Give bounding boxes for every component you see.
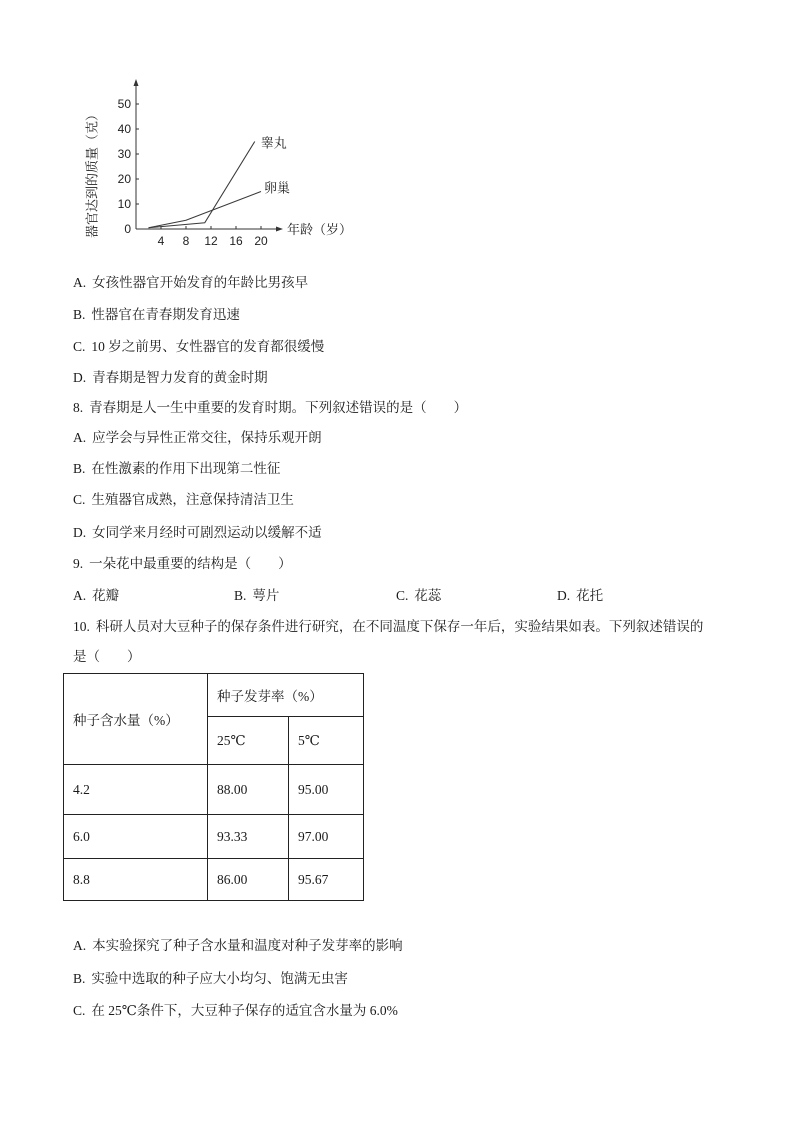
option-letter: A. [73,588,87,603]
q9-stem [73,554,292,574]
question-number: 10. [73,619,90,634]
option-text: 性器官在青春期发育迅速 [91,307,240,322]
option-letter: B. [234,588,247,603]
option-letter: B. [73,971,86,986]
option-letter: C. [73,1003,86,1018]
option-letter: D. [73,525,87,540]
option-letter: C. [73,492,86,507]
rate-25-cell: 93.33 [208,815,289,859]
option-letter: D. [557,588,571,603]
q8-option-d [73,523,322,543]
question-number: 8. [73,400,84,415]
option-text: 花蕊 [414,588,442,603]
option-text: 应学会与异性正常交往，保持乐观开朗 [92,430,322,445]
option-letter: C. [73,339,86,354]
q8-option-b [73,459,280,479]
organ-mass-line-chart [80,75,370,260]
moisture-cell: 4.2 [64,765,208,815]
series-label: 卵巢 [264,180,291,196]
option-letter: B. [73,307,86,322]
q10-option-c [73,1001,398,1021]
table-row [64,815,364,859]
q10-stem-line-2 [73,647,141,667]
temp-header-cell: 25℃ [208,717,289,765]
y-axis-arrow [134,79,139,86]
option-letter: C. [396,588,409,603]
question-text: 是（ ） [73,649,141,664]
rate-5-cell: 95.67 [289,859,364,901]
rate-5-cell: 97.00 [289,815,364,859]
rate-25-cell: 86.00 [208,859,289,901]
y-tick-label: 10 [117,197,131,211]
germination-results-table [63,673,364,901]
y-tick-label: 40 [117,122,131,136]
q8-option-c [73,490,294,510]
option-text: 花托 [576,588,604,603]
x-tick-label: 4 [157,234,165,248]
option-letter: A. [73,275,87,290]
question-number: 9. [73,556,84,571]
option-letter: B. [73,461,86,476]
q8-option-a [73,428,322,448]
q10-option-a [73,936,403,956]
y-tick-label: 20 [117,172,131,186]
q7-option-d [73,368,268,388]
question-text: 青春期是人一生中重要的发育时期。下列叙述错误的是（ ） [89,400,468,415]
q9-option-c [396,586,441,606]
moisture-cell: 6.0 [64,815,208,859]
temp-header-cell: 5℃ [289,717,364,765]
q9-option-d [557,586,603,606]
option-letter: A. [73,430,87,445]
row-header-cell: 种子含水量（%） [64,674,208,765]
q9-option-a [73,586,119,606]
rate-25-cell: 88.00 [208,765,289,815]
x-axis-title: 年龄（岁） [287,222,353,237]
y-tick-label: 30 [117,147,131,161]
q8-stem [73,398,467,418]
table-header-row [64,674,364,717]
option-text: 在 25℃条件下，大豆种子保存的适宜含水量为 6.0% [91,1003,398,1018]
table-row [64,859,364,901]
x-axis-arrow [276,227,283,232]
y-tick-label: 50 [117,97,131,111]
question-text: 一朵花中最重要的结构是（ ） [89,556,292,571]
option-text: 本实验探究了种子含水量和温度对种子发芽率的影响 [92,938,403,953]
option-text: 在性激素的作用下出现第二性征 [91,461,281,476]
series-label: 睾丸 [260,135,287,151]
option-text: 女同学来月经时可剧烈运动以缓解不适 [92,525,322,540]
x-tick-label: 20 [254,234,268,248]
q9-option-b [234,586,279,606]
q10-stem-line-1 [73,617,703,637]
y-tick-label: 0 [124,222,131,236]
column-group-header-cell: 种子发芽率（%） [208,674,364,717]
option-text: 女孩性器官开始发育的年龄比男孩早 [92,275,309,290]
q7-option-b [73,305,240,325]
question-text: 科研人员对大豆种子的保存条件进行研究，在不同温度下保存一年后，实验结果如表。下列叙述错误的 [95,619,704,634]
option-text: 生殖器官成熟，注意保持清洁卫生 [91,492,294,507]
x-tick-label: 16 [229,234,243,248]
option-text: 青春期是智力发育的黄金时期 [92,370,268,385]
rate-5-cell: 95.00 [289,765,364,815]
option-letter: A. [73,938,87,953]
y-axis-title: 器官达到的质量（克） [84,107,100,239]
q7-option-c [73,337,324,357]
option-letter: D. [73,370,87,385]
table-row [64,765,364,815]
option-text: 实验中选取的种子应大小均匀、饱满无虫害 [91,971,348,986]
x-tick-label: 12 [204,234,218,248]
x-tick-label: 8 [182,234,190,248]
option-text: 花瓣 [92,588,120,603]
option-text: 10 岁之前男、女性器官的发育都很缓慢 [91,339,325,354]
q10-option-b [73,969,348,989]
moisture-cell: 8.8 [64,859,208,901]
q7-option-a [73,273,308,293]
option-text: 萼片 [252,588,280,603]
